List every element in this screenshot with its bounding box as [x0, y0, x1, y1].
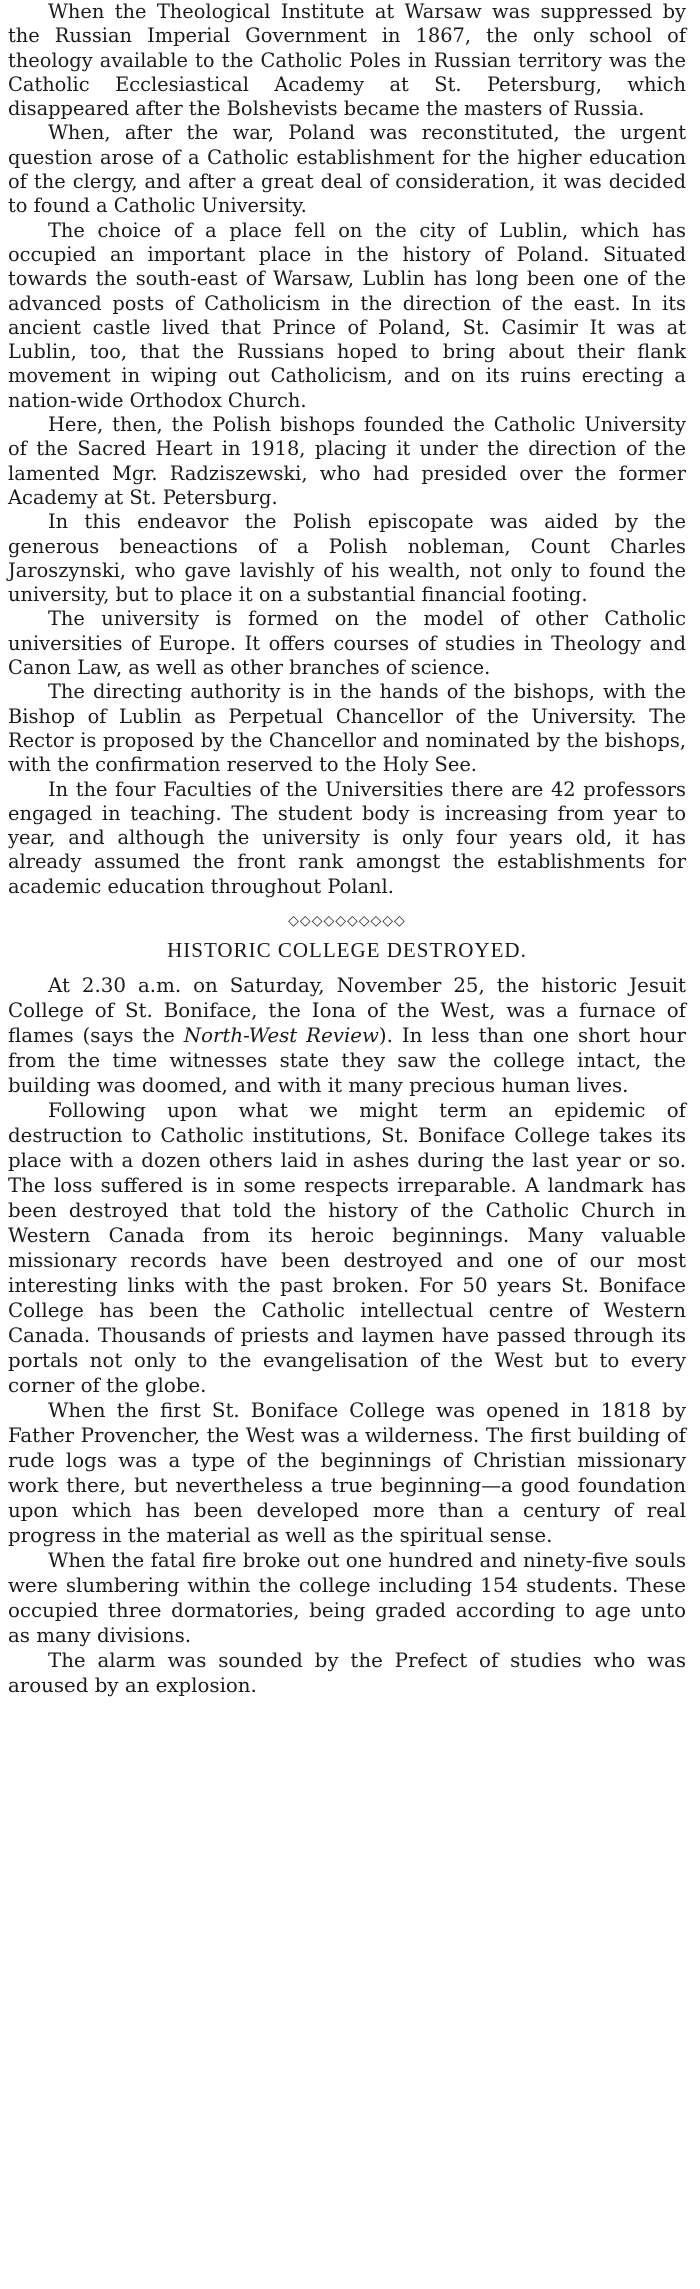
article-paragraph: Following upon what we might term an epidemic of destruction to Catholic institutions, St. Boniface College takes its place with a dozen others laid in ashes during the last year or so. The loss suffered is in some respects irreparable. A landmark has been destroyed that told the history of the Catholic Church in Western Canada from its heroic beginnings. Many valuable missionary records have been destroyed and one of our most interesting links with the past broken. For 50 years St. Boniface College has been the Catholic intellectual centre of Western Canada. Thousands of priests and laymen have passed through its portals not only to the evangelisation of the West but to every corner of the globe. [8, 1098, 686, 1397]
article-paragraph: The choice of a place fell on the city of Lublin, which has occupied an important place in the history of Poland. Situated towards the south-east of Warsaw, Lublin has long been one of the advanced posts of Catholicism in the direction of the east. In its ancient castle lived that Prince of Poland, St. Casimir It was at Lublin, too, that the Russians hoped to bring about their flank movement in wiping out Catholicism, and on its ruins erecting a nation-wide Orthodox Church. [8, 218, 686, 412]
article-paragraph [8, 973, 686, 1098]
article-college-destroyed [8, 937, 686, 1698]
article-paragraph: When the fatal fire broke out one hundred and ninety-five souls were slumbering within the college including 154 students. These occupied three dormatories, being graded according to age unto as many divisions. [8, 1548, 686, 1647]
section-divider: ◇◇◇◇◇◇◇◇◇◇ [288, 912, 406, 929]
article-lublin-university [8, 0, 686, 899]
article-paragraph: The alarm was sounded by the Prefect of studies who was aroused by an explosion. [8, 1648, 686, 1697]
article-paragraph: When, after the war, Poland was reconstituted, the urgent question arose of a Catholic establishment for the higher education of the clergy, and after a great deal of consideration, it was decided to found a Catholic University. [8, 121, 686, 218]
article-paragraph: In this endeavor the Polish episcopate was aided by the generous beneactions of a Polish nobleman, Count Charles Jaroszynski, who gave lavishly of his wealth, not only to found the university, but to place it on a substantial financial footing. [8, 510, 686, 607]
article-paragraph: The directing authority is in the hands of the bishops, with the Bishop of Lublin as Perpetual Chancellor of the University. The Rector is proposed by the Chancellor and nominated by the bishops, with the confirmation reserved to the Holy See. [8, 680, 686, 777]
article-paragraph: When the Theological Institute at Warsaw was suppressed by the Russian Imperial Government in 1867, the only school of theology available to the Catholic Poles in Russian territory was the Catholic Ecclesiastical Academy at St. Petersburg, which disappeared after the Bolshevists became the masters of Russia. [8, 0, 686, 121]
article-paragraph: When the first St. Boniface College was opened in 1818 by Father Provencher, the West was a wilderness. The first building of rude logs was a type of the beginnings of Christian missionary work there, but nevertheless a true beginning—a good foundation upon which has been developed more than a century of real progress in the material as well as the spiritual sense. [8, 1398, 686, 1547]
article-paragraph: The university is formed on the model of other Catholic universities of Europe. It offers courses of studies in Theology and Canon Law, as well as other branches of science. [8, 607, 686, 680]
article-paragraph: In the four Faculties of the Universities there are 42 professors engaged in teaching. The student body is increasing from year to year, and although the university is only four years old, it has already assumed the front rank amongst the establishments for academic education throughout Polanl. [8, 777, 686, 898]
article-title: HISTORIC COLLEGE DESTROYED. [167, 937, 527, 962]
paragraph-text: At 2.30 a.m. on Saturday, November 25, the historic Jesuit College of St. Boniface, the Iona of the West, was a furnace of flames (says the [8, 973, 686, 1047]
source-publication: North-West Review [183, 1023, 379, 1047]
article-paragraph: Here, then, the Polish bishops founded the Catholic University of the Sacred Heart in 1918, placing it under the direction of the lamented Mgr. Radziszewski, who had presided over the former Academy at St. Petersburg. [8, 413, 686, 509]
paragraph-text: ). In less than one short hour from the time witnesses state they saw the college intact, the building was doomed, and with it many precious human lives. [8, 1023, 686, 1097]
